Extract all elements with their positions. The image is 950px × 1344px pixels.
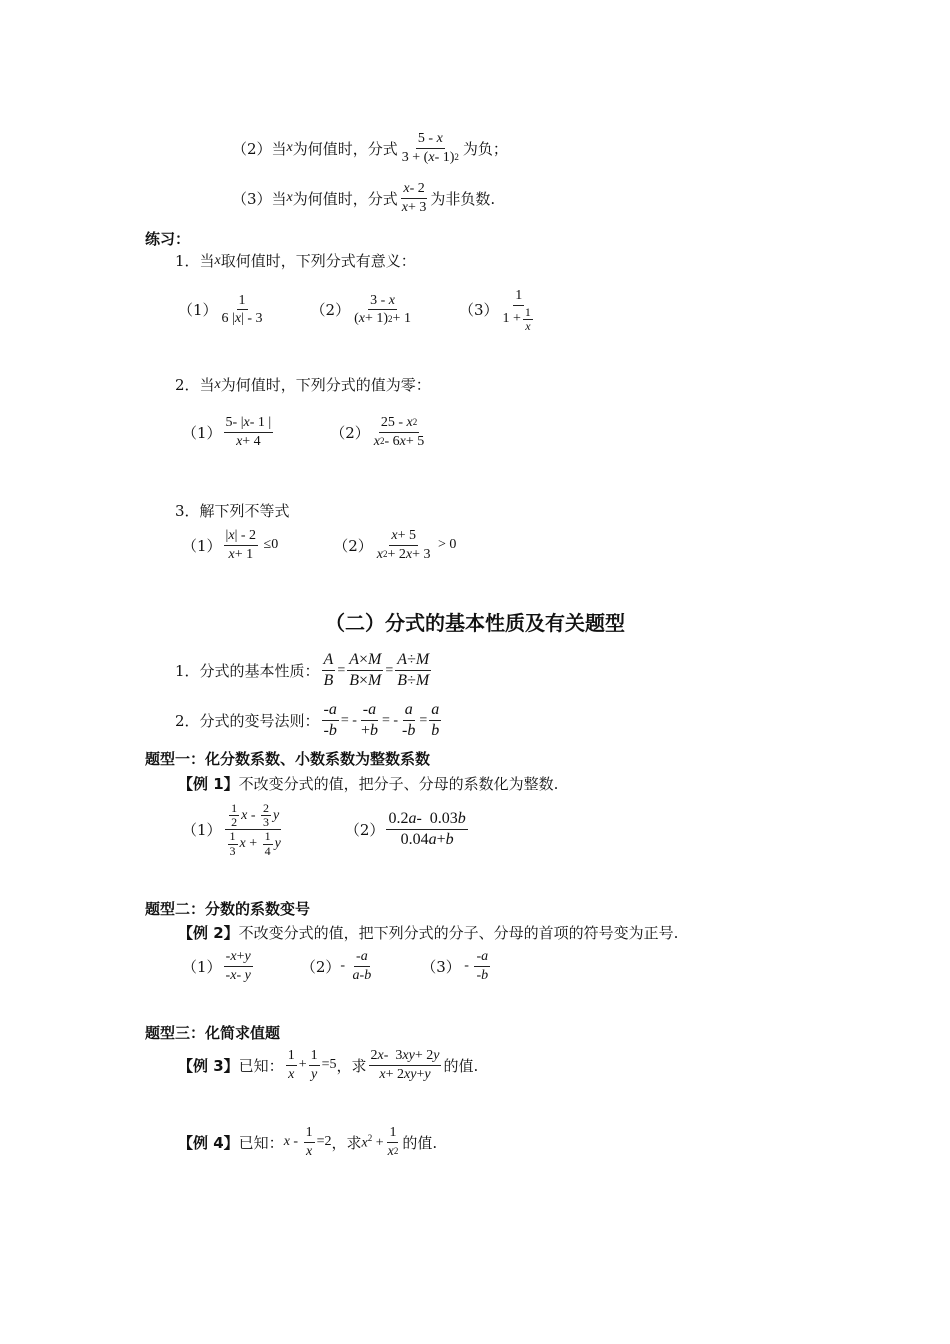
fraction: A ÷ M B ÷ M [397, 651, 430, 689]
question-2: （2）当 x 为何值时，分式 5 - x 3 + ( x - 1) 2 为负； [232, 131, 508, 165]
fraction: a - b [402, 701, 416, 739]
exercise-1: 1．当 x 取何值时，下列分式有意义： [175, 252, 416, 270]
example-1: 【例 1】 不改变分式的值，把分子、分母的系数化为整数. [178, 775, 559, 793]
complex-fraction: 1 2 x - 2 3 y 1 3 x + 1 4 y [224, 802, 283, 858]
basic-property: 1．分式的基本性质： $\frac{A}{B}$ = A × M B × M = A ÷ M B ÷ M [175, 651, 430, 689]
fraction: 0.2 a - 0.03 b 0.04 a + b [388, 810, 466, 849]
fraction: x - 2 x + 3 [401, 181, 427, 215]
exercise-2-items: （1） 5- | x - 1 | x + 4 （2） 25 - x 2 x 2 - 6 x + 5 [182, 415, 425, 449]
fraction: x + 5 x 2 + 2 x + 3 [376, 528, 431, 562]
type-3-heading: 题型三：化简求值题 [145, 1024, 281, 1042]
fraction: $\frac{a}{b}$ [431, 701, 440, 739]
question-3: （3）当 x 为何值时，分式 x - 2 x + 3 为非负数. [232, 181, 496, 215]
fraction: 1 6 | x | - 3 [221, 292, 263, 327]
example-1-items: （1） 1 2 x - 2 3 y 1 3 x + 1 4 y （2） 0.2 a - 0.03 b 0.04 a + b [182, 801, 466, 858]
example-2-items: （1） - x + y - x - y （2） - - a a - b （3） - - a - b [182, 949, 489, 983]
fraction: A × M B × M [349, 651, 382, 689]
exercise-3: 3．解下列不等式 [175, 502, 290, 520]
type-2-heading: 题型二：分数的系数变号 [145, 900, 311, 918]
fraction: 1 1 + 1 x [502, 288, 531, 333]
exercise-3-items: （1） | x | - 2 x + 1 ≤0 （2） x + 5 x 2 + 2 x + 3 > 0 [182, 528, 457, 562]
example-3: 【例 3】 已知： 1 x + $\frac{1}{y}$ =5 ，求 2 x - 3 xy + 2 y x + 2 xy + y 的值. [178, 1048, 479, 1082]
fraction: $\frac{1}{y}$ [310, 1048, 318, 1082]
fraction: 3 - x ( x + 1) 2 + 1 [354, 292, 411, 327]
fraction: 2 x - 3 xy + 2 y x + 2 xy + y [370, 1048, 440, 1082]
section-title: （二）分式的基本性质及有关题型 [325, 611, 625, 635]
exercise-1-items: （1） 1 6 | x | - 3 （2） 3 - x ( x + 1) 2 + 1 （3） 1 1 + 1 x [178, 287, 539, 333]
fraction: 1 x [287, 1048, 295, 1082]
exercise-2: 2．当 x 为何值时，下列分式的值为零： [175, 376, 431, 394]
fraction: 5 - x 3 + ( x - 1) 2 [401, 131, 459, 165]
fraction: | x | - 2 x + 1 [225, 528, 257, 562]
sign-rule: 2．分式的变号法则： - a - b = - - a + b = - a - b = $\frac{a}{b}$ [175, 701, 440, 739]
fraction: $\frac{1}{x}$ [305, 1125, 313, 1159]
fraction: 1 x 2 [387, 1125, 399, 1159]
example-2: 【例 2】 不改变分式的值，把下列分式的分子、分母的首项的符号变为正号. [178, 924, 679, 942]
fraction: 25 - x 2 x 2 - 6 x + 5 [373, 415, 425, 449]
fraction: - a - b [476, 949, 489, 983]
practice-heading: 练习： [145, 230, 191, 248]
fraction: - x + y - x - y [225, 949, 251, 983]
fraction: - a a - b [352, 949, 372, 983]
fraction: $\frac{A}{B}$ [323, 651, 334, 689]
fraction: - a - b [323, 701, 337, 739]
type-1-heading: 题型一：化分数系数、小数系数为整数系数 [145, 750, 431, 768]
fraction: - a + b [360, 701, 378, 739]
fraction: 5- | x - 1 | x + 4 [225, 415, 272, 449]
example-4: 【例 4】 已知： x - $\frac{1}{x}$ =2 ，求 $x^2$ + 1 x 2 的值. [178, 1125, 438, 1159]
